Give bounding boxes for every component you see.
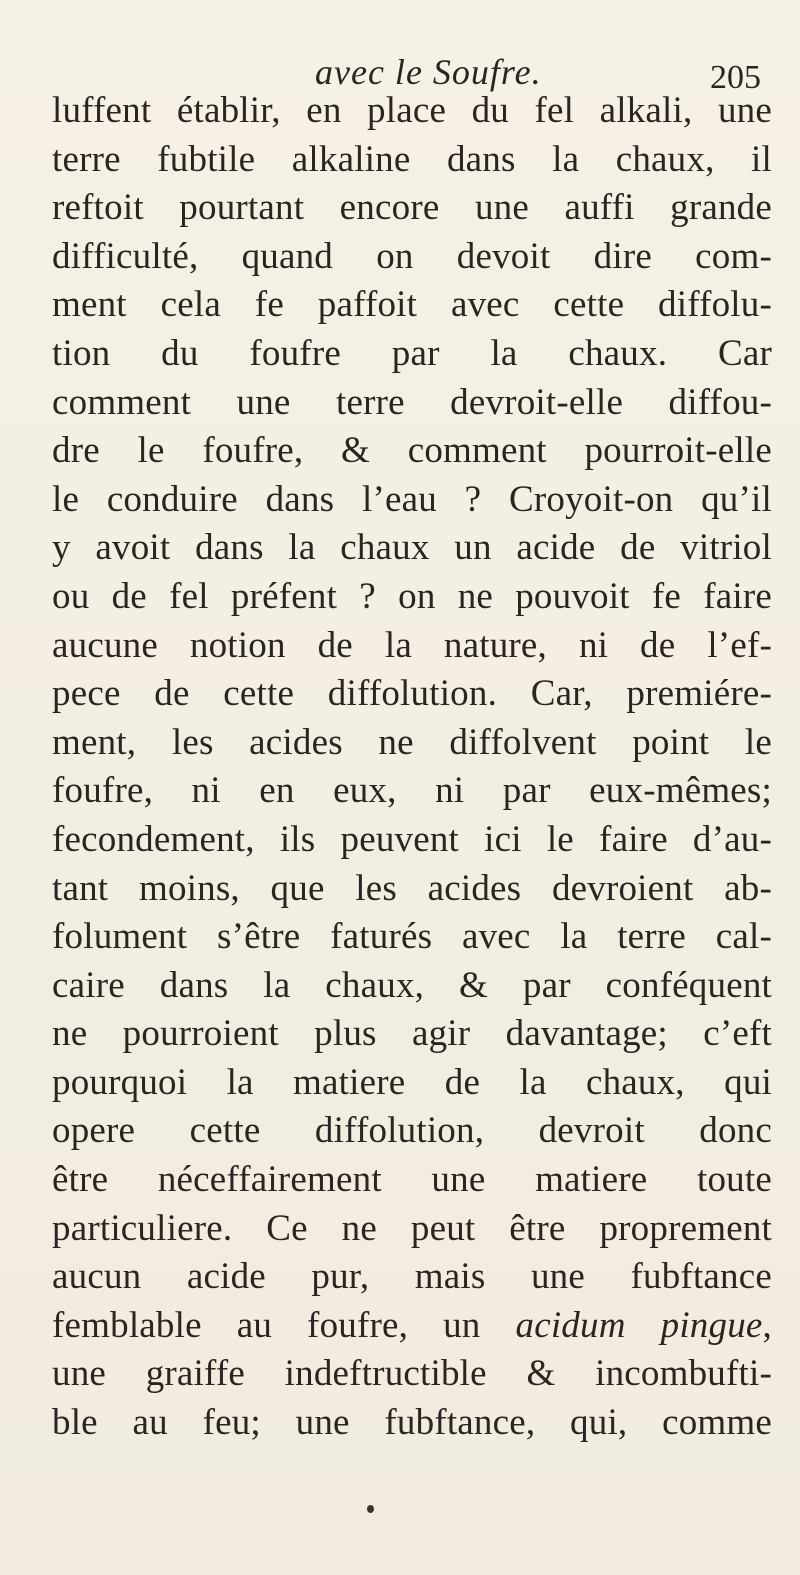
text-line: fecondement, ils peuvent ici le faire d’au- [52, 818, 772, 860]
text-line: être néceffairement une matiere toute [52, 1159, 772, 1201]
text-line: caire dans la chaux, & par conféquent [52, 964, 772, 1006]
ink-speck [367, 1505, 374, 1513]
text-line: reftoit pourtant encore une auffi grande [52, 187, 772, 229]
text-line: ment, les acides ne diffolvent point le [52, 721, 772, 763]
text-line: luffent établir, en place du fel alkali, une [52, 90, 772, 131]
text-line: ou de fel préfent ? on ne pouvoit fe faire [52, 575, 772, 617]
text-line: opere cette diffolution, devroit donc [52, 1110, 772, 1152]
text-line: tant moins, que les acides devroient ab- [52, 867, 772, 909]
text-line: ble au feu; une fubftance, qui, comme [52, 1402, 772, 1444]
text-line: comment une terre devroit-elle diffou- [52, 381, 772, 423]
text-line: ment cela fe paffoit avec cette diffolu- [52, 284, 772, 326]
text-line: une graiffe indeftructible & incombufti- [52, 1353, 772, 1395]
text-line: particuliere. Ce ne peut être proprement [52, 1207, 772, 1249]
running-title: avec le Soufre. [315, 52, 542, 92]
text-line: ne pourroient plus agir davantage; c’eft [52, 1013, 772, 1055]
text-line: le conduire dans l’eau ? Croyoit-on qu’il [52, 478, 772, 520]
latin-term: acidum pingue [515, 1304, 763, 1346]
running-head [0, 52, 800, 96]
text-line: dre le foufre, & comment pourroit-elle [52, 430, 772, 472]
text-line: difficulté, quand on devoit dire com- [52, 235, 772, 277]
text-segment: , [762, 1304, 772, 1346]
text-line: folument s’être faturés avec la terre cal- [52, 916, 772, 958]
text-line: y avoit dans la chaux un acide de vitriol [52, 527, 772, 569]
text-segment: femblable au foufre, un [52, 1304, 516, 1346]
text-line: aucune notion de la nature, ni de l’ef- [52, 624, 772, 666]
text-line: aucun acide pur, mais une fubftance [52, 1256, 772, 1298]
text-line: foufre, ni en eux, ni par eux-mêmes; [52, 770, 772, 812]
text-line-with-italic [52, 1302, 772, 1351]
text-line: pece de cette diffolution. Car, premiére- [52, 673, 772, 715]
text-line: terre fubtile alkaline dans la chaux, il [52, 138, 772, 180]
text-line: tion du foufre par la chaux. Car [52, 332, 772, 374]
page-number: 205 [710, 59, 761, 96]
text-line: pourquoi la matiere de la chaux, qui [52, 1061, 772, 1103]
body-text [52, 87, 772, 1448]
